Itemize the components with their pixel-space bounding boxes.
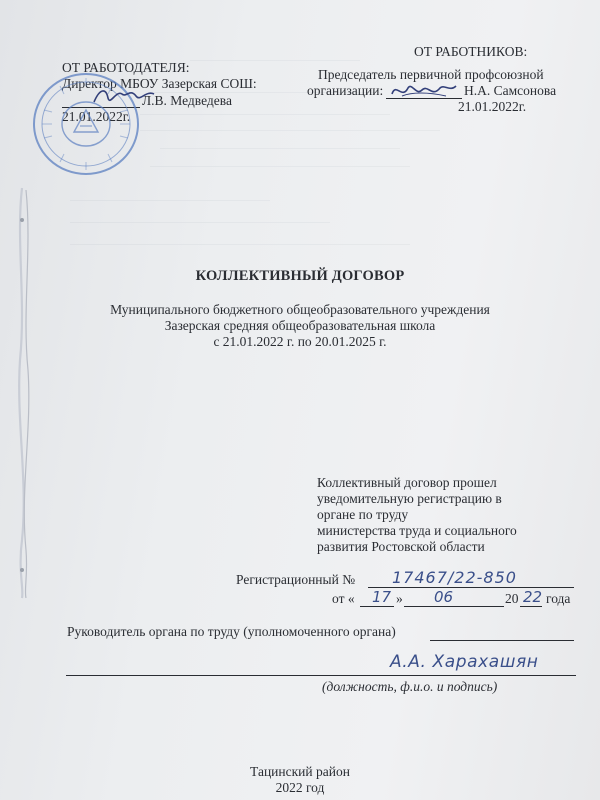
- employees-position: Председатель первичной профсоюзной: [318, 67, 544, 82]
- employees-signature-icon: [388, 78, 460, 104]
- registration-number-line: [368, 587, 574, 588]
- employees-date: 21.01.2022г.: [458, 99, 527, 114]
- footer-district: Тацинский район: [250, 764, 350, 779]
- registration-day-line: [360, 606, 394, 607]
- employees-heading: ОТ РАБОТНИКОВ:: [414, 44, 528, 59]
- registration-year-label: года: [546, 591, 571, 606]
- employees-name: Н.А. Самсонова: [464, 83, 557, 98]
- document-title: КОЛЛЕКТИВНЫЙ ДОГОВОР: [195, 268, 405, 284]
- binding-thread-icon: [8, 180, 38, 600]
- footer-year: 2022 год: [275, 780, 325, 795]
- bleed-through-line: [160, 148, 400, 149]
- document-subtitle-line2: Зазерская средняя общеобразовательная школа: [164, 318, 436, 333]
- bleed-through-line: [70, 222, 330, 223]
- employer-position: Директор МБОУ Зазерская СОШ:: [62, 76, 257, 91]
- bleed-through-line: [150, 166, 410, 167]
- registration-number-label: Регистрационный №: [236, 572, 356, 587]
- registration-day-close: »: [396, 591, 403, 606]
- registration-note-line2: уведомительную регистрацию в: [317, 491, 502, 506]
- document-period: с 21.01.2022 г. по 20.01.2025 г.: [213, 334, 387, 349]
- authority-caption: (должность, ф.и.о. и подпись): [322, 679, 498, 694]
- authority-label: Руководитель органа по труду (уполномоченного органа): [67, 624, 396, 639]
- employer-signature-icon: [90, 82, 160, 110]
- bleed-through-line: [70, 200, 270, 201]
- bleed-through-line: [140, 114, 390, 115]
- registration-note-line3: органе по труду: [317, 507, 409, 522]
- registration-note-line4: министерства труда и социального: [317, 523, 517, 538]
- authority-signature-name: А.А. Харахашян: [390, 652, 539, 672]
- registration-year-prefix: 20: [505, 591, 519, 606]
- authority-position-line: [430, 640, 574, 641]
- document-subtitle-line1: Муниципального бюджетного общеобразовательного учреждения: [110, 302, 490, 317]
- registration-month: 06: [434, 588, 454, 606]
- authority-signature-line: [66, 675, 576, 676]
- registration-number-value: 17467/22-850: [392, 568, 517, 587]
- employer-heading: ОТ РАБОТОДАТЕЛЯ:: [62, 60, 190, 75]
- bleed-through-line: [190, 60, 360, 61]
- registration-note-line5: развития Ростовской области: [317, 539, 485, 554]
- employer-name: Л.В. Медведева: [142, 93, 232, 108]
- registration-year-suffix: 22: [523, 588, 543, 606]
- registration-from-label: от «: [332, 591, 355, 606]
- employees-org-label: организации:: [307, 83, 384, 98]
- registration-year-line: [520, 606, 542, 607]
- registration-note-line1: Коллективный договор прошел: [317, 475, 497, 490]
- registration-day: 17: [372, 588, 392, 606]
- registration-month-line: [404, 606, 504, 607]
- bleed-through-line: [70, 244, 410, 245]
- employer-date: 21.01.2022г.: [62, 109, 131, 124]
- bleed-through-line: [140, 130, 440, 131]
